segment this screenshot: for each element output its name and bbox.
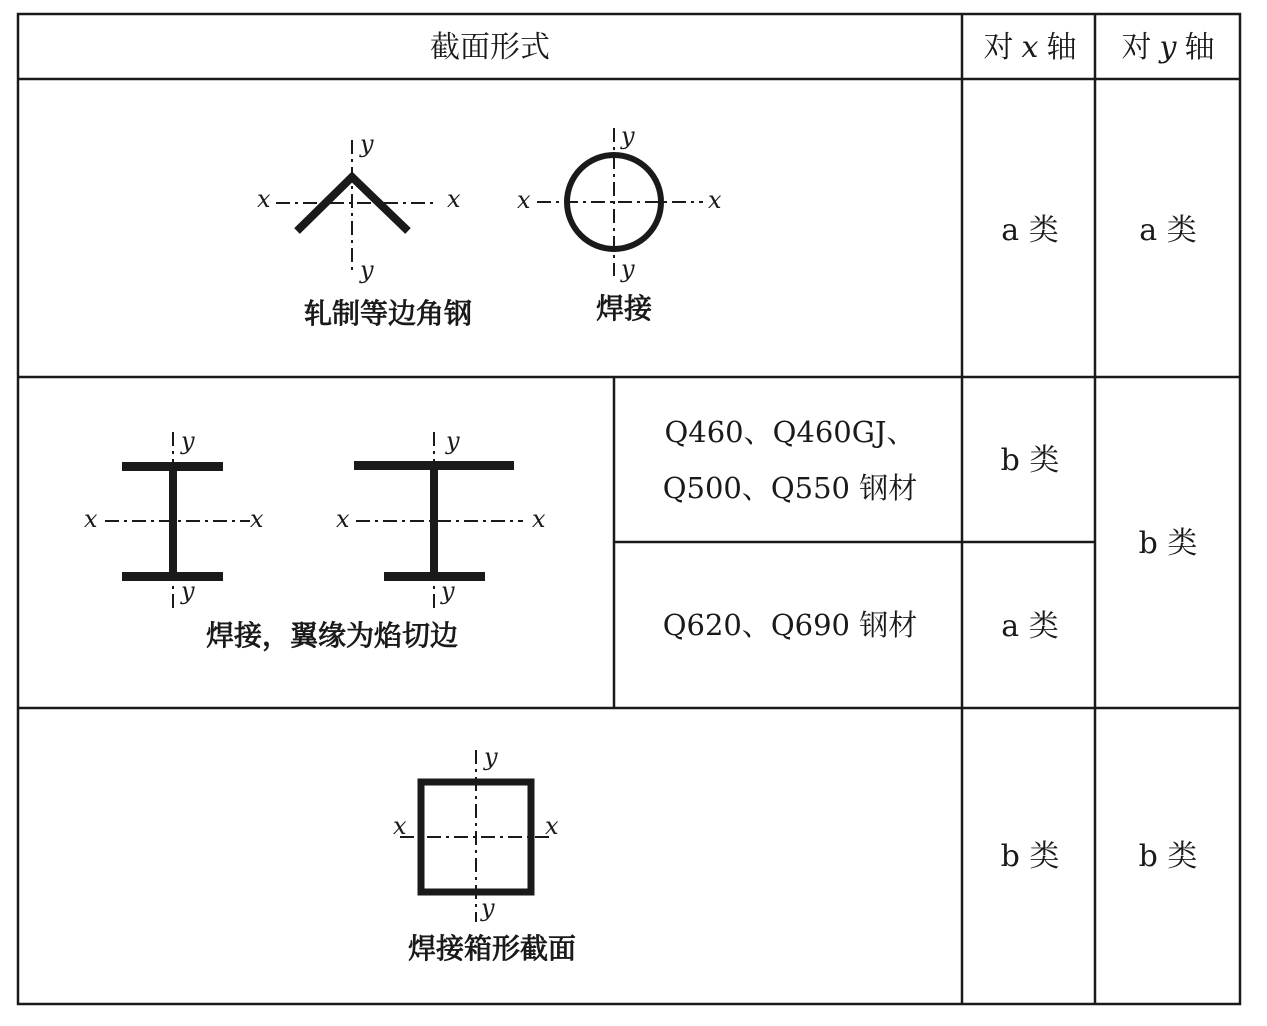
circle-y-bottom-label: y: [621, 255, 635, 283]
i1-web: [169, 462, 177, 580]
i1-x-right-label: x: [250, 505, 264, 533]
angle-section-diagram: [257, 130, 461, 284]
box-x-left-label: x: [393, 812, 407, 840]
angle-caption: 轧制等边角钢: [303, 297, 473, 330]
header-y-axis: 对 y 轴: [1121, 30, 1215, 65]
header-section-form: 截面形式: [430, 30, 550, 65]
row3-x-class: b 类: [1000, 839, 1060, 874]
i2-x-left-label: x: [336, 505, 350, 533]
angle-x-right-label: x: [447, 185, 461, 213]
i2-y-top-label: y: [446, 427, 460, 455]
box-y-bottom-label: y: [481, 894, 495, 922]
box-y-top-label: y: [484, 743, 498, 771]
row3-y-class: b 类: [1138, 839, 1198, 874]
circle-caption: 焊接: [595, 292, 653, 325]
i-section-equal-flange-diagram: [84, 427, 264, 608]
row2-y-class: b 类: [1138, 526, 1198, 561]
i1-y-top-label: y: [181, 427, 195, 455]
row2-sub-a-x-class: b 类: [1000, 443, 1060, 478]
circle-x-right-label: x: [708, 186, 722, 214]
circle-section-diagram: [517, 122, 722, 283]
box-x-right-label: x: [545, 812, 559, 840]
row2-caption: 焊接，翼缘为焰切边: [205, 619, 459, 652]
row2-sub-b-x-class: a 类: [1001, 609, 1059, 644]
circle-y-top-label: y: [621, 122, 635, 150]
row1-x-class: a 类: [1001, 213, 1059, 248]
i1-y-bottom-label: y: [181, 577, 195, 605]
circle-x-left-label: x: [517, 186, 531, 214]
i1-x-left-label: x: [84, 505, 98, 533]
row2-sub-a-line1: Q460、Q460GJ、: [664, 415, 916, 449]
row3-caption: 焊接箱形截面: [407, 932, 577, 965]
row2-sub-b-text: Q620、Q690 钢材: [662, 608, 918, 642]
angle-y-top-label: y: [360, 130, 374, 158]
i2-x-right-label: x: [532, 505, 546, 533]
header-x-axis: 对 x 轴: [983, 30, 1077, 65]
i2-bottom-flange: [384, 572, 485, 581]
row1-y-class: a 类: [1139, 213, 1197, 248]
row2-sub-a-line2: Q500、Q550 钢材: [662, 471, 918, 505]
i2-web: [430, 461, 438, 580]
angle-y-bottom-label: y: [360, 256, 374, 284]
i1-bottom-flange: [122, 572, 223, 581]
box-section-diagram: [393, 743, 559, 922]
i-section-unequal-flange-diagram: [336, 427, 546, 610]
i2-y-bottom-label: y: [441, 577, 455, 605]
angle-x-left-label: x: [257, 185, 271, 213]
